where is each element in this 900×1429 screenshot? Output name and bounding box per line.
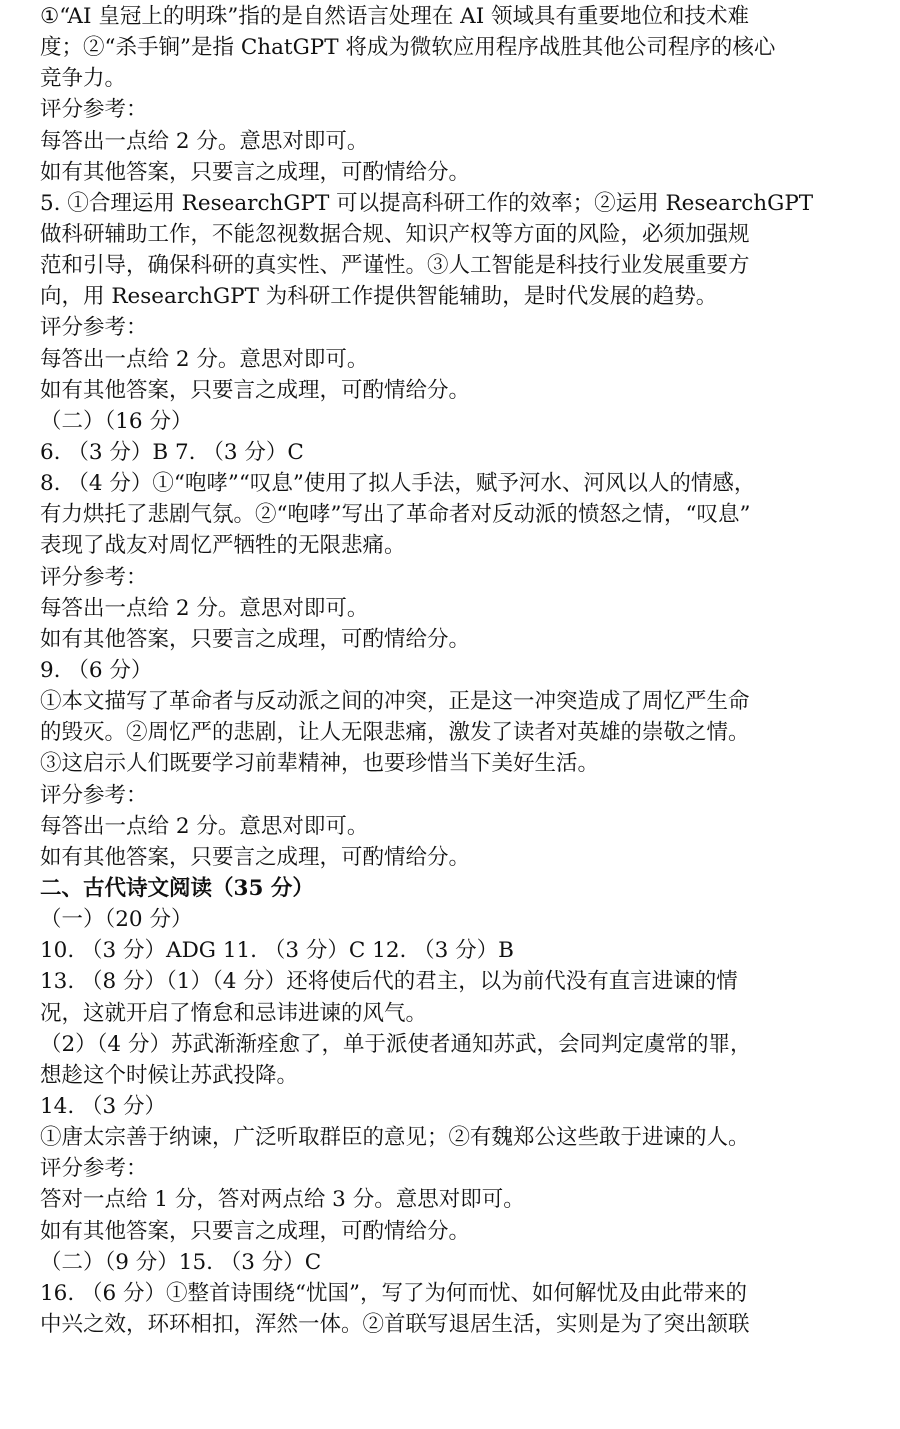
text-line: 的毁灭。②周忆严的悲剧，让人无限悲痛，激发了读者对英雄的崇敬之情。 [40, 720, 750, 745]
answer-14: 14. （3 分） [40, 1094, 167, 1119]
answer-5: 5. ①合理运用 ResearchGPT 可以提高科研工作的效率；②运用 ResearchGPT [40, 191, 814, 216]
scoring-reference-heading: 评分参考： [40, 783, 148, 808]
text-line: 如有其他答案，只要言之成理，可酌情给分。 [40, 845, 471, 870]
answer-10-12: 10. （3 分）ADG 11. （3 分）C 12. （3 分）B [40, 938, 514, 963]
text-line: 范和引导，确保科研的真实性、严谨性。③人工智能是科技行业发展重要方 [40, 253, 750, 278]
text-line: 如有其他答案，只要言之成理，可酌情给分。 [40, 160, 471, 185]
answer-13: 13. （8 分）（1）（4 分）还将使后代的君主，以为前代没有直言进谏的情 [40, 969, 738, 994]
text-line: 每答出一点给 2 分。意思对即可。 [40, 347, 369, 372]
text-line: 每答出一点给 2 分。意思对即可。 [40, 129, 369, 154]
text-line: 如有其他答案，只要言之成理，可酌情给分。 [40, 378, 471, 403]
text-line: 况，这就开启了惰怠和忌讳进谏的风气。 [40, 1001, 428, 1026]
answer-15: （二）（9 分）15. （3 分）C [40, 1250, 322, 1275]
text-line: （2）（4 分）苏武渐渐痊愈了，单于派使者通知苏武，会同判定虞常的罪， [40, 1032, 752, 1057]
text-line: 如有其他答案，只要言之成理，可酌情给分。 [40, 1219, 471, 1244]
text-line: 做科研辅助工作，不能忽视数据合规、知识产权等方面的风险，必须加强规 [40, 222, 750, 247]
answer-9: 9. （6 分） [40, 658, 153, 683]
text-line: ①本文描写了革命者与反动派之间的冲突，正是这一冲突造成了周忆严生命 [40, 689, 750, 714]
scoring-reference-heading: 评分参考： [40, 97, 148, 122]
text-line: ①唐太宗善于纳谏，广泛听取群臣的意见；②有魏郑公这些敢于进谏的人。 [40, 1125, 750, 1150]
text-line: 每答出一点给 2 分。意思对即可。 [40, 814, 369, 839]
text-line: 表现了战友对周忆严牺牲的无限悲痛。 [40, 533, 406, 558]
text-line: 答对一点给 1 分，答对两点给 3 分。意思对即可。 [40, 1187, 525, 1212]
section-heading: （二）（16 分） [40, 409, 193, 434]
section-heading: （一）（20 分） [40, 907, 193, 932]
answer-16: 16. （6 分）①整首诗围绕“忧国”，写了为何而忧、如何解忧及由此带来的 [40, 1281, 748, 1306]
text-line: 向，用 ResearchGPT 为科研工作提供智能辅助，是时代发展的趋势。 [40, 284, 718, 309]
scoring-reference-heading: 评分参考： [40, 1156, 148, 1181]
text-line: 竞争力。 [40, 66, 127, 91]
text-line: 想趁这个时候让苏武投降。 [40, 1063, 299, 1088]
text-line: 如有其他答案，只要言之成理，可酌情给分。 [40, 627, 471, 652]
text-line: ③这启示人们既要学习前辈精神，也要珍惜当下美好生活。 [40, 751, 600, 776]
text-line: 中兴之效，环环相扣，浑然一体。②首联写退居生活，实则是为了突出颔联 [40, 1312, 750, 1337]
text-line: 每答出一点给 2 分。意思对即可。 [40, 596, 369, 621]
answer-8: 8. （4 分）①“咆哮”“叹息”使用了拟人手法，赋予河水、河风以人的情感， [40, 471, 756, 496]
scoring-reference-heading: 评分参考： [40, 565, 148, 590]
text-line: 有力烘托了悲剧气氛。②“咆哮”写出了革命者对反动派的愤怒之情，“叹息” [40, 502, 751, 527]
section-title-classical-reading: 二、古代诗文阅读（35 分） [40, 876, 314, 901]
scoring-reference-heading: 评分参考： [40, 315, 148, 340]
text-line: ①“AI 皇冠上的明珠”指的是自然语言处理在 AI 领域具有重要地位和技术难 [40, 4, 750, 29]
text-line: 度；②“杀手锏”是指 ChatGPT 将成为微软应用程序战胜其他公司程序的核心 [40, 35, 776, 60]
answer-6-7: 6. （3 分）B 7. （3 分）C [40, 440, 304, 465]
